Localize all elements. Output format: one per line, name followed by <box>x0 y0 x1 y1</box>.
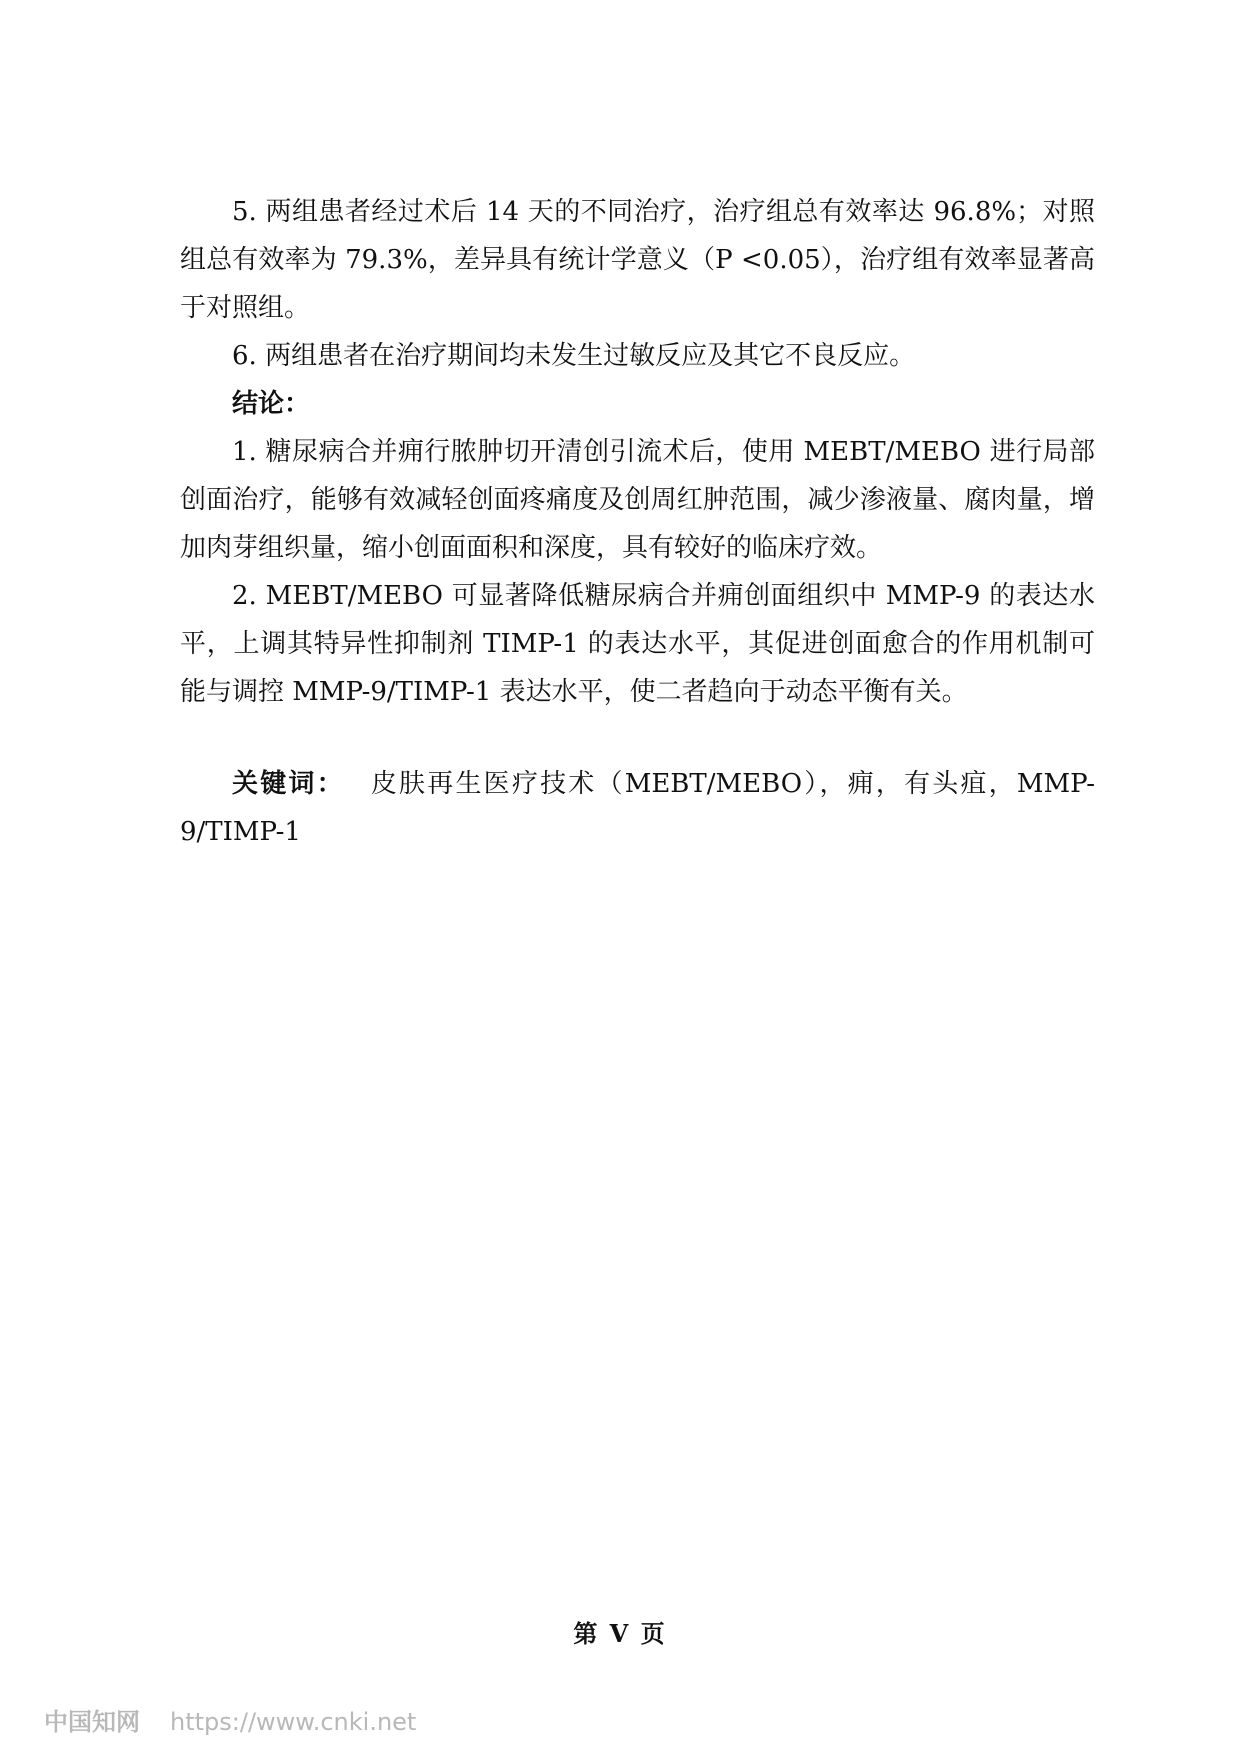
keywords-text: 皮肤再生医疗技术（MEBT/MEBO），痈，有头疽，MMP-9/TIMP-1 <box>180 769 1095 847</box>
page-number: 第 V 页 <box>573 1619 667 1648</box>
watermark-brand: 中国知网 <box>44 1708 140 1736</box>
conclusion-paragraph-2: 2. MEBT/MEBO 可显著降低糖尿病合并痈创面组织中 MMP-9 的表达水平，上调其特异性抑制剂 TIMP-1 的表达水平，其促进创面愈合的作用机制可能与调控 MMP-9/TIMP-1 表达水平，使二者趋向于动态平衡有关。 <box>180 581 1095 707</box>
conclusion-paragraph-1: 1. 糖尿病合并痈行脓肿切开清创引流术后，使用 MEBT/MEBO 进行局部创面治疗，能够有效减轻创面疼痛度及创周红肿范围，减少渗液量、腐肉量，增加肉芽组织量，缩小创面面积和深度，具有较好的临床疗效。 <box>180 437 1095 563</box>
keywords-label: 关键词： <box>232 769 345 799</box>
watermark <box>44 1702 416 1737</box>
keywords-section <box>180 760 1095 856</box>
result-paragraph-5: 5. 两组患者经过术后 14 天的不同治疗，治疗组总有效率达 96.8%；对照组总有效率为 79.3%，差异具有统计学意义（P <0.05），治疗组有效率显著高于对照组。 <box>180 197 1095 323</box>
result-paragraph-6: 6. 两组患者在治疗期间均未发生过敏反应及其它不良反应。 <box>232 341 916 371</box>
conclusion-heading: 结论： <box>232 389 311 419</box>
watermark-url: https://www.cnki.net <box>170 1708 417 1736</box>
page-body <box>180 188 1095 856</box>
